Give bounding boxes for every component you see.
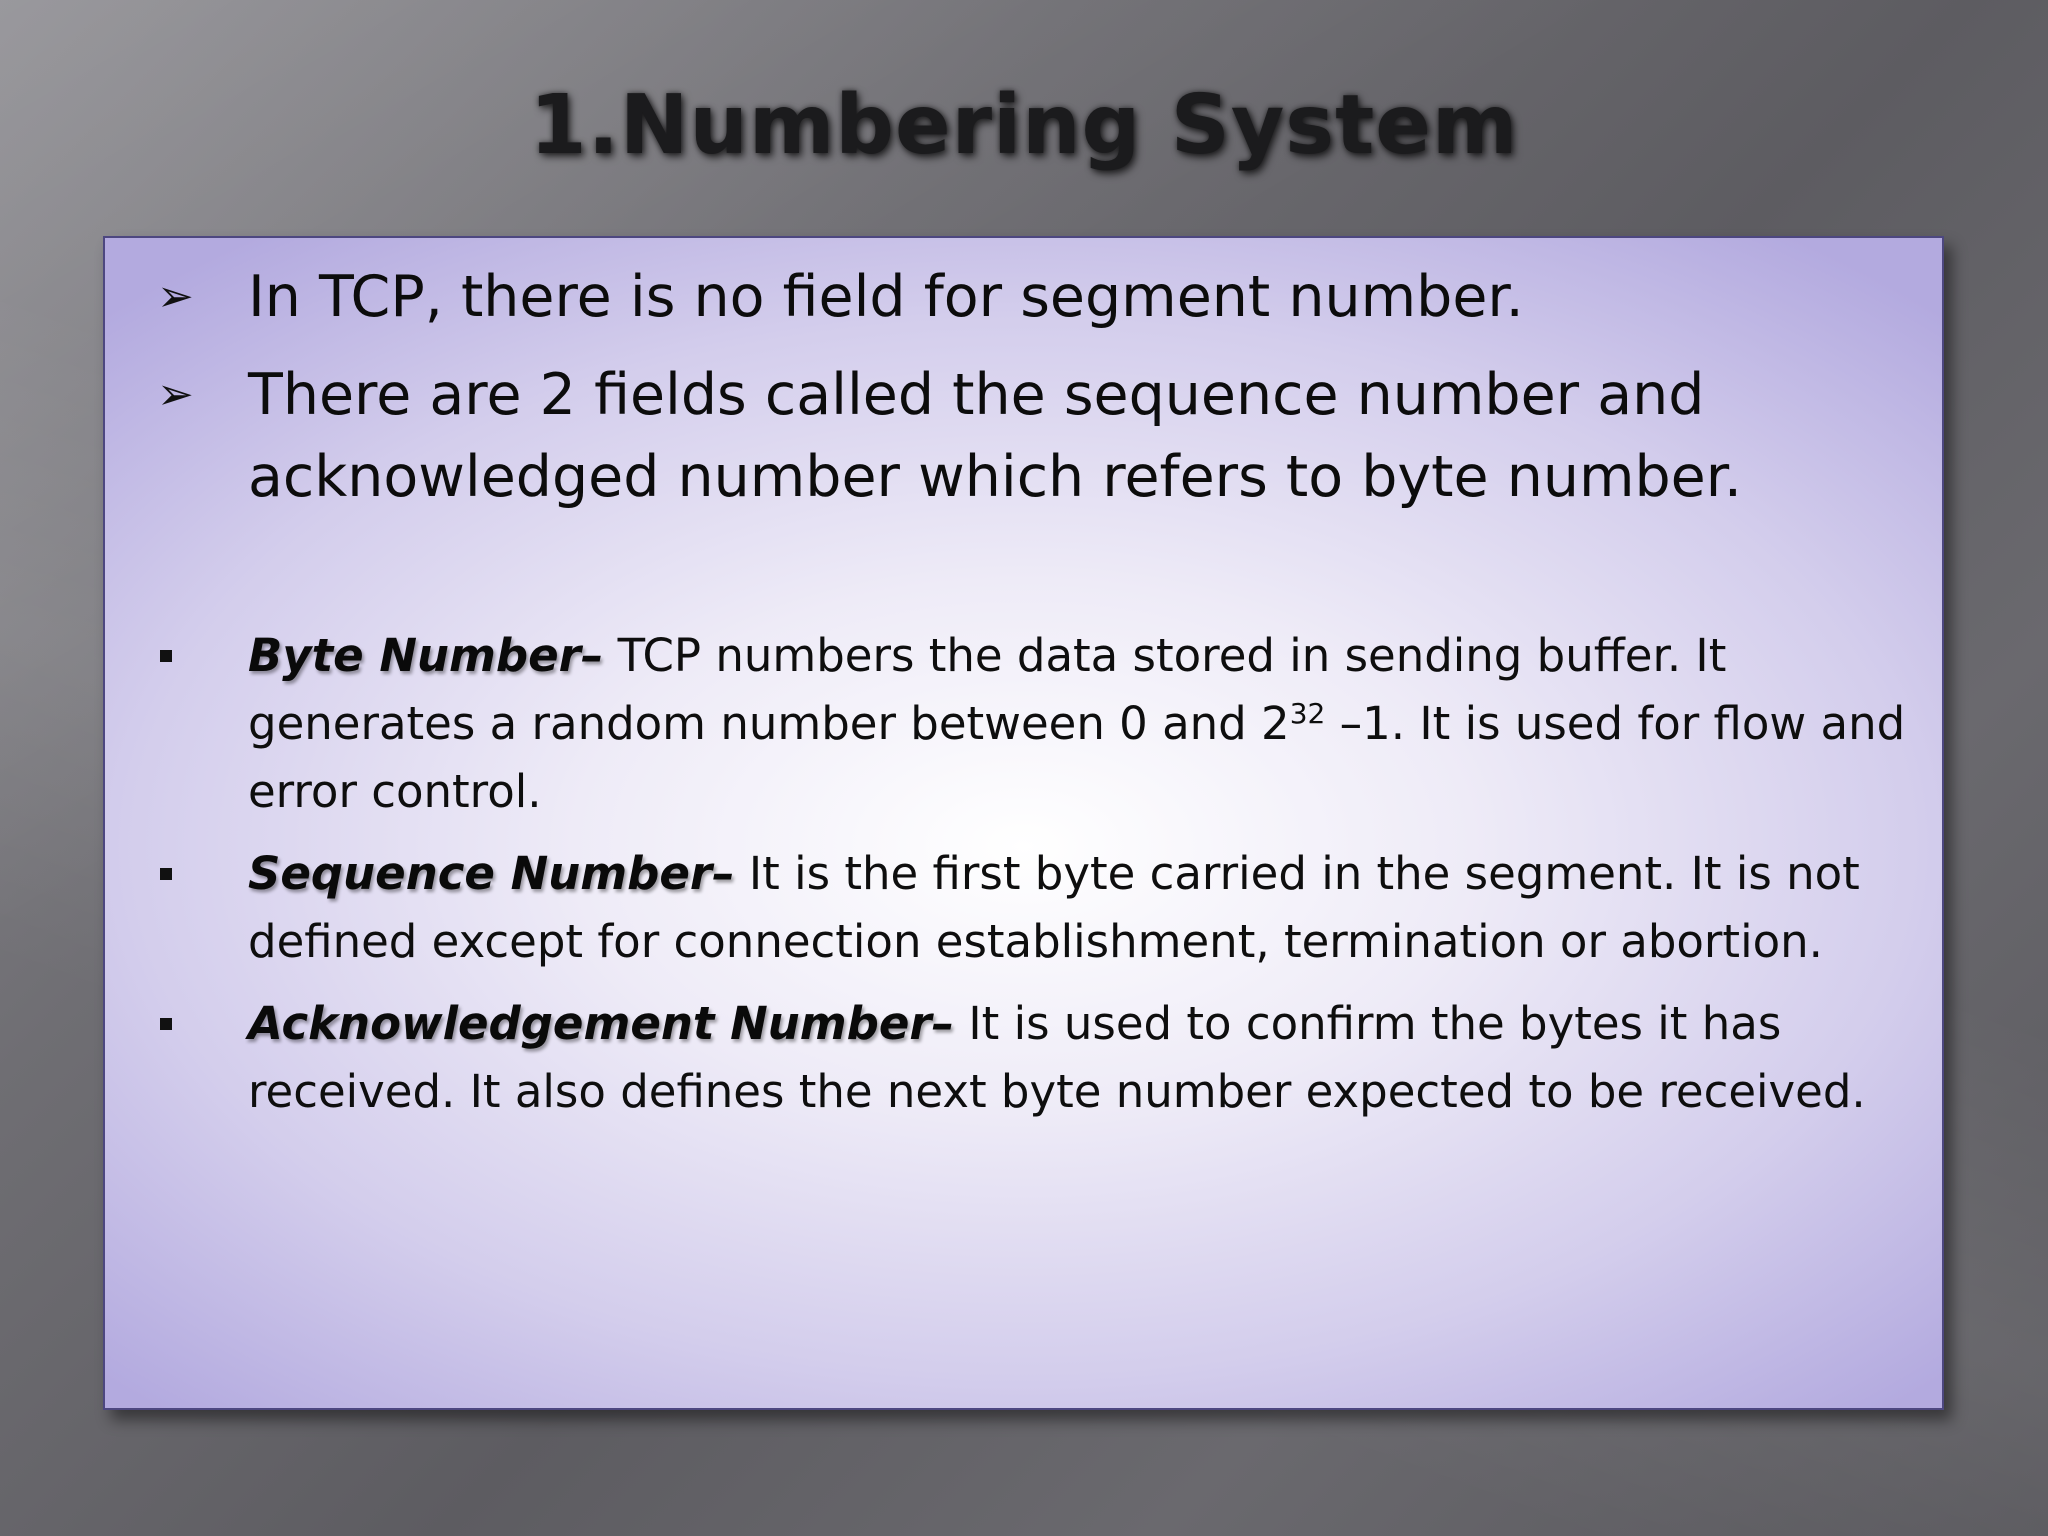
sequence-number-text: It is the first byte carried in the segment. It is not defined except for connection establishment, termination or abortion.: [248, 847, 1860, 968]
content-box: [103, 236, 1944, 1410]
square-bullet-icon: [160, 650, 172, 662]
sub-bullet-byte-number: [105, 622, 1942, 826]
term-byte-number: Byte Number–: [248, 629, 604, 682]
exponent: 32: [1289, 697, 1326, 730]
acknowledgement-number-text: It is used to confirm the bytes it has received. It also defines the next byte number expected to be received.: [248, 997, 1866, 1118]
sub-bullet-sequence-number: [105, 840, 1942, 976]
main-bullet-text: There are 2 fields called the sequence number and acknowledged number which refers to byte number.: [248, 362, 1743, 510]
square-bullet-icon: [160, 868, 172, 880]
main-bullet-list: [105, 256, 1942, 534]
arrow-bullet-icon: ➢: [157, 369, 194, 420]
sub-bullet-acknowledgement-number: [105, 990, 1942, 1126]
byte-number-text-end: –1. It is used for flow and error control.: [248, 697, 1906, 818]
term-acknowledgement-number: Acknowledgement Number–: [248, 997, 955, 1050]
byte-number-text: TCP numbers the data stored in sending buffer. It generates a random number between 0 and 2: [248, 629, 1727, 750]
arrow-bullet-icon: ➢: [157, 271, 194, 322]
sub-bullet-list: [105, 622, 1942, 1140]
main-bullet-text: In TCP, there is no field for segment number.: [248, 264, 1524, 330]
term-sequence-number: Sequence Number–: [248, 847, 735, 900]
square-bullet-icon: [160, 1018, 172, 1030]
main-bullet-item: [105, 256, 1942, 338]
main-bullet-item: [105, 354, 1942, 518]
slide-title: 1.Numbering System: [529, 78, 1519, 173]
